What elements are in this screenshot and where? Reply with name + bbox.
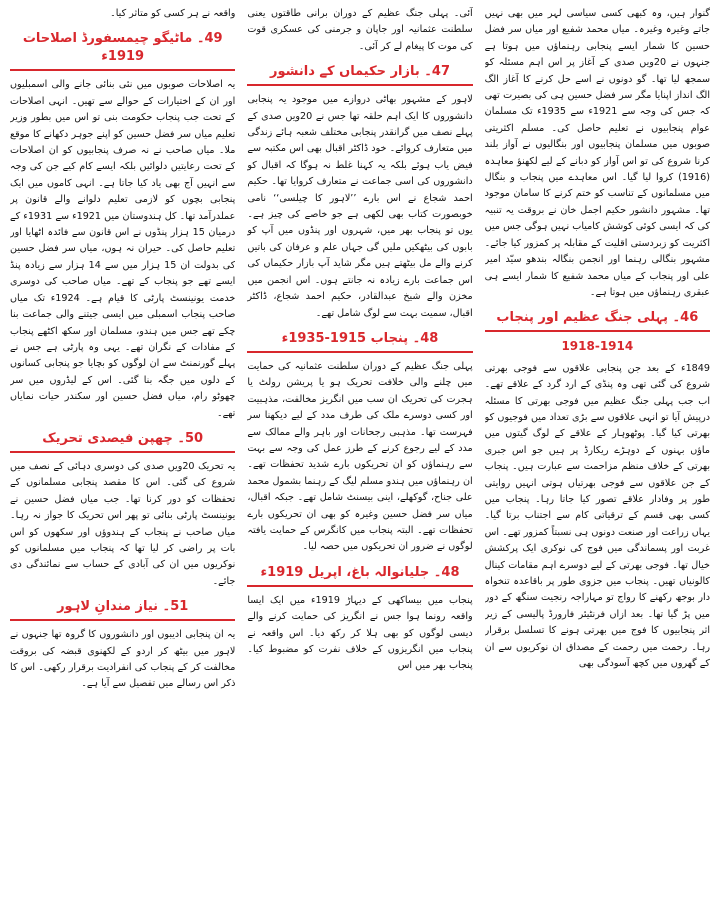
paragraph: گنوار ہیں، وہ کبھی کسی سیاسی لہر میں بھی نہیں جاتے وغیرہ وغیرہ۔ میاں محمد شفیع اور میاں سر فضل حسین کا شمار ایسے پنجابی رہنماؤں میں ہوتا ہے جنہوں نے 20ویں صدی کے آغاز پر اس اہم مسئلہ کو سمجھ لیا تھا۔ گو دونوں نے اسے حل کرنے کا آغاز الگ الگ انداز اپنایا مگر سر فضل حسین ہی کی بصیرت تھی کہ جس کی وجہ سے 1921ء سے 1935ء تک مسلمان عوام پنجابیوں نے تعلیم حاصل کی۔ مسلم اکثریتی صوبوں میں مسلمان پنجابیوں اور بنگالیوں نے آواز بلند کرنا شروع کی تو اس آواز کو دبانے کے لیے لکھنؤ معاہدہ (1916) کروا لیا گیا۔ اس معاہدے میں پنجاب و بنگال میں مسلمانوں کے تناسب کو ختم کرنے کا سامان موجود تھا۔ مشہور دانشور حکیم اجمل خان نے بروقت یہ تنبیہ کی کہ ایسی کوئی کوشش کامیاب نہیں ہوگی جس میں اکثریت کو زبردستی اقلیت کے مقابلہ پر کمزور کیا جائے۔ مشہور بنگالی رہنما اور انجمن بنگالہ بندھو سیّد امیر علی اور پنجاب کے میاں محمد شفیع کا شمار ایسے ہی عبقری رہنماؤں میں ہوتا ہے۔	[484, 8, 710, 298]
section-years-46: 1918-1914	[561, 339, 634, 354]
paragraph: 1849ء کے بعد جن پنجابی علاقوں سے فوجی بھرتی شروع کی گئی تھی وہ پنڈی کے ارد گرد کے علاقے تھے۔ اب جب پہلی جنگ عظیم میں فوجی بھرتی کا مسئلہ درپیش آیا تو انہی علاقوں سے بڑی تعداد میں فوجیوں کو بھرتی کیا گیا۔ پوٹھوہار کے علاقے کے لوگ گیتوں میں ماؤں بہنوں کے دوہڑے ریکارڈ پر ہیں جو اس جبری بھرتی کے خلاف منظم مزاحمت سے عبارت ہیں۔ پنجاب کے جن علاقوں سے فوجی بھرتیاں ہوتی انہیں روایتی طور پر وفادار علاقے تصور کیا جاتا رہا۔ پنجاب میں کسی بھی قسم کے ترقیاتی کام سے اجتناب برتا گیا۔ یہاں زراعت اور صنعت دونوں ہی نسبتاً کمزور تھے۔ اس غربت اور پسماندگی میں فوج کی نوکری ایک پرکشش خیال تھا۔ فوجی بھرتی کے لیے دوسرے اہم مقامات کینال کالونیاں تھیں۔ پنجاب میں جزوی طور پر باقاعدہ تنخواہ دار بوجھ رکھنے کا رواج تو مہاراجہ رنجیت سنگھ کے دور میں پڑ گیا تھا۔ بعد ازاں فرنٹیئر فارورڈ پالیسی کے زیر اثر پنجابیوں کا فوج میں بھرتی ہونے کا تسلسل برقرار رہا۔ رحمت میں رحمت کے مصداق ان نوکریوں سے ان کے گھروں میں کچھ آسودگی بھی	[484, 362, 710, 670]
paragraph: لاہور کے مشہور بھاٹی دروازے میں موجود یہ پنجابی دانشوروں کا ایک اہم حلقہ تھا جس نے 20ویں صدی کے پہلے نصف میں گرانقدر پنجابی مختلف شعبہ ہائے زندگی میں متعارف کروائے۔ خود ڈاکٹر اقبال بھی اس مکتبہ سے فیض یاب ہوئے بلکہ یہ کہنا غلط نہ ہوگا کہ اقبال کو دانشوروں کی اسی جماعت نے متعارف کروایا تھا۔ حکیم احمد شجاع نے اس بارے ’’لاہور کا چیلسی‘‘ نامی خوبصورت کتاب بھی لکھی ہے جو خاصے کی چیز ہے۔ یوں تو پنجاب بھر میں، شہروں اور پنڈوں میں آپ کو بابوں کی بیٹھکیں ملیں گی جہاں علم و عرفان کی باتیں کرنے والے مل بیٹھتے ہیں مگر شاید آپ بازار حکیماں کی اس جماعت بارے زیادہ نہ جانتے ہوں۔ اس انجمن میں مخزن والے شیخ عبدالقادر، حکیم احمد شجاع، ڈاکٹر اقبال، سمیت بہت سے لوگ شامل تھے۔	[247, 94, 473, 319]
text-column-middle	[247, 6, 472, 920]
section-heading-51: 51۔ نیاز مندانِ لاہور	[10, 598, 235, 621]
paragraph: یہ ان پنجابی ادیبوں اور دانشوروں کا گروہ تھا جنہوں نے لاہور میں بیٹھ کر اردو کے لکھنوی قبضہ کی بروقت مخالفت کر کے پنجاب کی انفرادیت برقرار رکھی۔ اس کا ذکر اس رسالے میں تفصیل سے آیا ہے۔	[10, 629, 236, 690]
section-heading-50: 50۔ چھپن فیصدی تحریک	[10, 430, 235, 453]
text-column-right	[485, 6, 710, 920]
section-heading-47: 47۔ بازار حکیماں کے دانشور	[247, 63, 472, 86]
section-heading-48a: 48۔ پنجاب 1915-1935ء	[247, 330, 472, 353]
paragraph: یہ تحریک 20ویں صدی کی دوسری دہائی کے نصف میں شروع کی گئی۔ اس کا مقصد پنجابی مسلمانوں کے تحفظات کو دور کرنا تھا۔ جب میاں فضل حسین نے یونینسٹ پارٹی بنائی تو پھر اس تحریک کا جواز نہ رہا۔ میاں صاحب نے پنجاب کے ہندوؤں اور سکھوں کو اس بات پر راضی کر لیا تھا کہ پنجاب میں مسلمانوں کو نوکریوں میں ان کی آبادی کے حساب سے نمائندگی دی جائے۔	[10, 460, 236, 587]
text-column-left	[10, 6, 235, 920]
paragraph: واقعہ نے ہر کسی کو متاثر کیا۔	[110, 8, 236, 19]
section-heading-48b: 48۔ جلیانوالہ باغ، اپریل 1919ء	[247, 564, 472, 587]
section-heading-46: 46۔ پہلی جنگ عظیم اور پنجاب	[485, 309, 710, 332]
section-heading-49: 49۔ ماٹیگو چیمسفورڈ اصلاحات 1919ء	[10, 30, 235, 71]
paragraph: آئی۔ پہلی جنگ عظیم کے دوران برانی طاقتوں یعنی سلطنت عثمانیہ اور جاپان و جرمنی کی عسکری قوت کی موت کا پیغام لے کر آئی۔	[247, 8, 473, 52]
paragraph: پنجاب میں بیساکھی کے دیہاڑ 1919ء میں ایک ایسا واقعہ رونما ہوا جس نے انگریز کی حمایت کرنے والے دیسی لوگوں کو بھی ہلا کر رکھ دیا۔ اس واقعہ نے پنجاب میں انگریزوں کے خلاف نفرت کو مضبوط کیا۔ پنجاب بھر میں اس	[247, 594, 473, 672]
paragraph: پہلی جنگ عظیم کے دوران سلطنت عثمانیہ کی حمایت میں چلنے والی خلافت تحریک ہو یا پریشن رولٹ یا ہجرت کی تحریک ان سب میں انگریز مخالفت، مذہبیت اور کسی دوسرے ملک کی طرف مدد کے لیے دیکھنا سر فہرست تھا۔ مذہبی رجحانات اور باہر والے ممالک سے مدد کے لیے رجوع کرنے کے طرز عمل کی وجہ سے بہت سے رہنماؤں کو ان تحریکوں بارے شدید تحفظات تھے۔ ان رہنماؤں میں ہندو مسلم لیگ کے رہنما بشمول محمد علی جناح، گوکھلے، اینی بیسنٹ شامل تھے۔ جبکہ اقبال، میاں سر فضل حسین وغیرہ کو بھی ان تحریکوں بارے تحفظات تھے۔ البتہ پنجاب میں کانگرس کے حمایت یافتہ لوگوں نے ضرور ان تحریکوں میں حصہ لیا۔	[247, 360, 473, 553]
paragraph: یہ اصلاحات صوبوں میں نئی بنائی جانے والی اسمبلیوں اور ان کے اختیارات کے حوالے سے تھیں۔ انہی اصلاحات کے تحت جب پنجاب حکومت بنی تو اس میں بطور وزیر تعلیم میاں سر فضل حسین کو اپنے جوہر دکھانے کا موقع ملا۔ میاں صاحب نے نہ صرف پنجابیوں کو ان اصلاحات کے تحت رعایتیں دلوائیں بلکہ ایسے کام کیے جن کی وجہ سے انہیں آج بھی یاد کیا جاتا ہے۔ انہی کاموں میں ایک پنجابی بچوں کو لازمی تعلیم دلوانے والے قانون پر عملدرآمد تھا۔ کل ہندوستان میں 1921ء سے 1931ء کے درمیان 15 ہزار پنڈوں نے اس قانون سے فائدہ اٹھایا اور تعلیم حاصل کی۔ حیران نہ ہوں، میاں سر فضل حسین کی بدولت ان 15 ہزار میں سے 14 ہزار سے زیادہ پنڈ ایسے تھے جو پنجاب کے تھے۔ میاں صاحب کی دوسری خدمت یونینسٹ پارٹی کا قیام ہے۔ 1924ء تک میاں صاحب پنجاب اسمبلی میں ایسی جیتنے والی جماعت بنا چکے تھے جس میں ہندو، مسلمان اور سکھ اکٹھے پنجاب کے مفادات کے نگران تھے۔ یہی وہ پارٹی ہے جس نے پہلے گورنمنٹ سے ان لوگوں کو بچایا جو پنجابی کسانوں کے دلوں میں جگہ بنا گئی۔ اس کے لیڈروں میں سر چھوٹو رام، میاں فضل حسین اور سکندر حیات نمایاں تھے۔	[10, 79, 236, 419]
